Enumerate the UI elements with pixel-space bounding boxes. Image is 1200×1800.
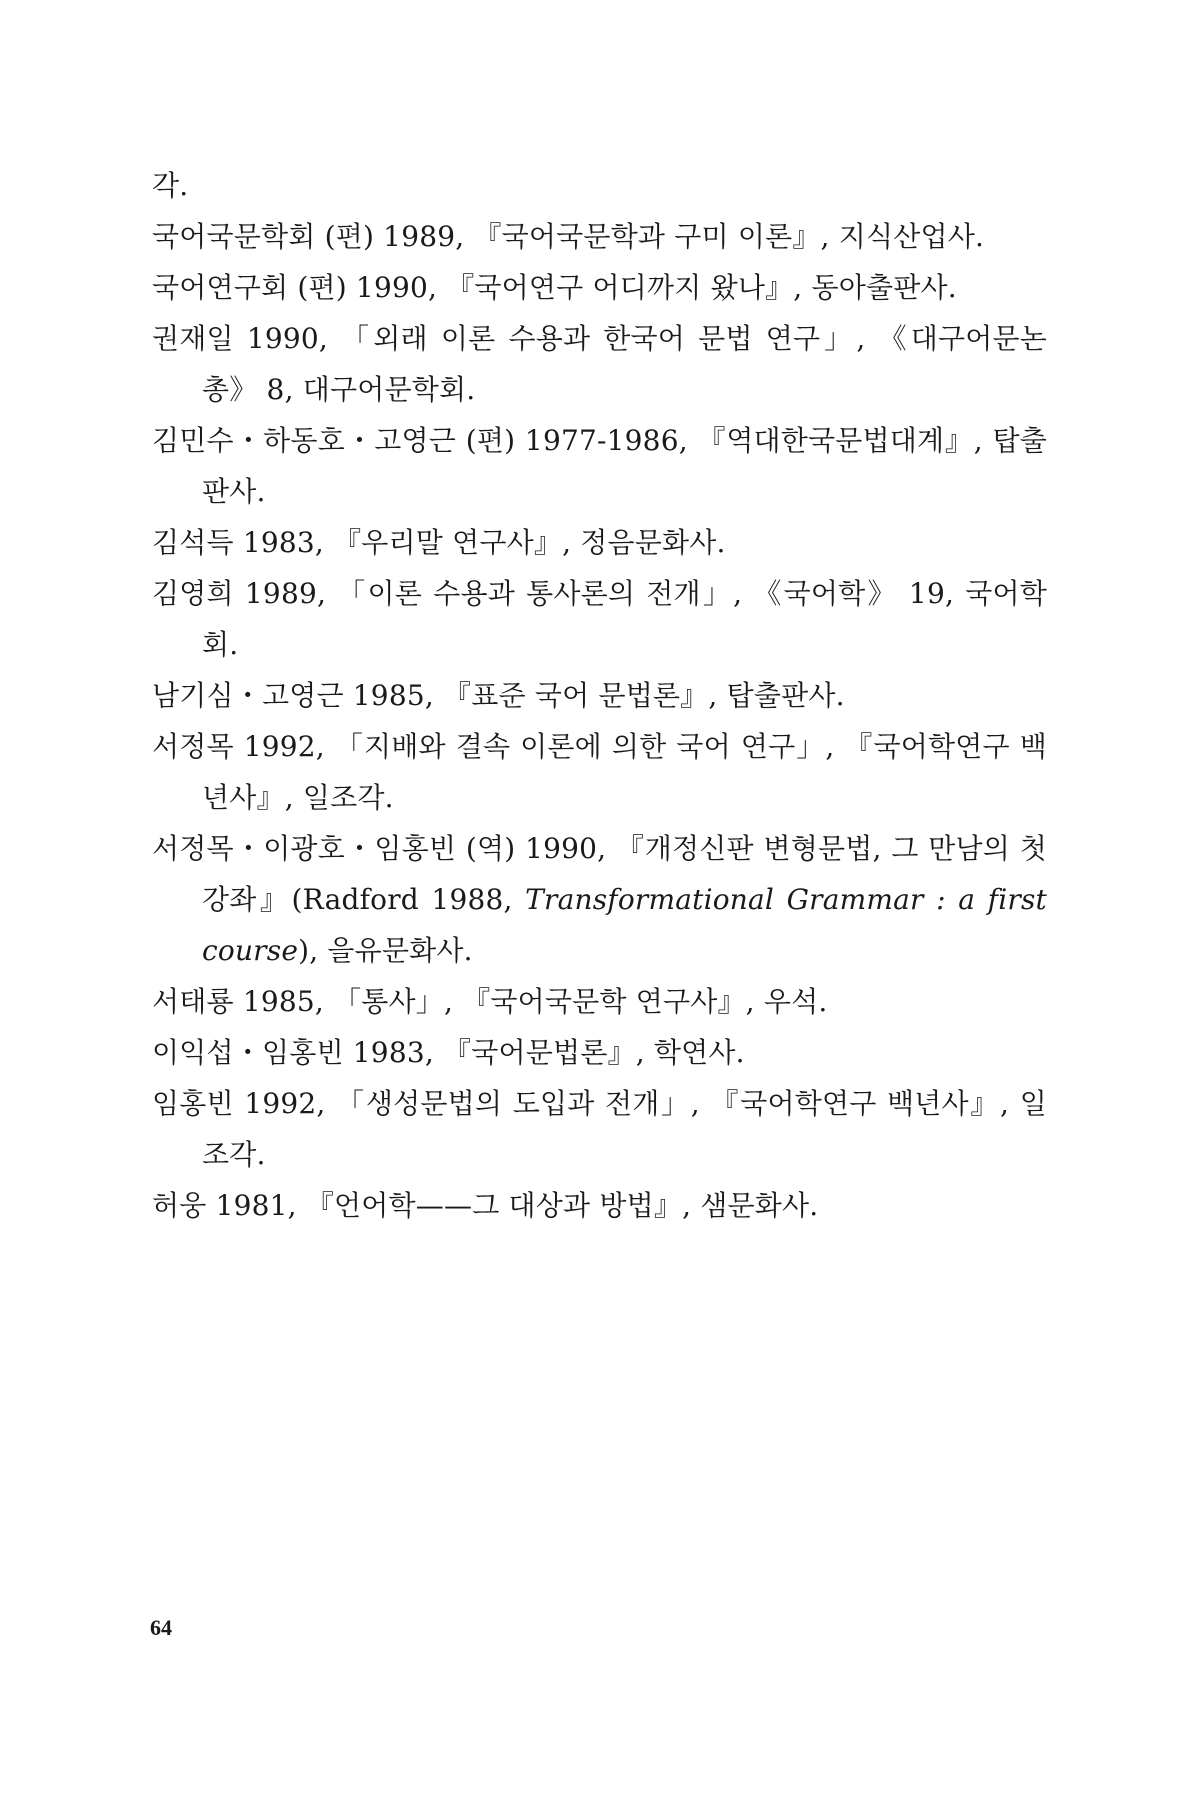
bibliography-entry: 김민수・하동호・고영근 (편) 1977-1986, 『역대한국문법대계』, 탑출판사. xyxy=(152,424,1047,508)
bibliography-entry: 권재일 1990, 「외래 이론 수용과 한국어 문법 연구」, 《대구어문논총》 8, 대구어문학회. xyxy=(152,322,1047,406)
bibliography-entry: 허웅 1981, 『언어학——그 대상과 방법』, 샘문화사. xyxy=(152,1189,819,1222)
entry-text: 서정목・이광호・임홍빈 (역) 1990, 『개정신판 변형문법, 그 만남의 첫 강좌』(Radford 1988, xyxy=(152,832,1047,916)
bibliography-continuation: 각. xyxy=(152,169,189,202)
bibliography-entry: 김석득 1983, 『우리말 연구사』, 정음문화사. xyxy=(152,526,726,559)
bibliography-entry: 이익섭・임홍빈 1983, 『국어문법론』, 학연사. xyxy=(152,1036,745,1069)
english-book-title: Transformational Grammar : a first course xyxy=(202,883,1047,967)
bibliography-entry: 서정목 1992, 「지배와 결속 이론에 의한 국어 연구」, 『국어학연구 백년사』, 일조각. xyxy=(152,730,1047,814)
bibliography-entry: 서태룡 1985, 「통사」, 『국어국문학 연구사』, 우석. xyxy=(152,985,828,1018)
bibliography-entry: 김영희 1989, 「이론 수용과 통사론의 전개」, 《국어학》 19, 국어학회. xyxy=(152,577,1047,661)
bibliography-entry: 남기심・고영근 1985, 『표준 국어 문법론』, 탑출판사. xyxy=(152,679,845,712)
bibliography-entry: 국어국문학회 (편) 1989, 『국어국문학과 구미 이론』, 지식산업사. xyxy=(152,220,985,253)
bibliography-entry: 국어연구회 (편) 1990, 『국어연구 어디까지 왔나』, 동아출판사. xyxy=(152,271,957,304)
page-number: 64 xyxy=(150,1615,172,1640)
bibliography-entry: 임홍빈 1992, 「생성문법의 도입과 전개」, 『국어학연구 백년사』, 일조각. xyxy=(152,1087,1047,1171)
bibliography-entry xyxy=(152,823,1047,976)
entry-text: ), 을유문화사. xyxy=(298,934,473,967)
bibliography-list xyxy=(152,160,1047,1231)
